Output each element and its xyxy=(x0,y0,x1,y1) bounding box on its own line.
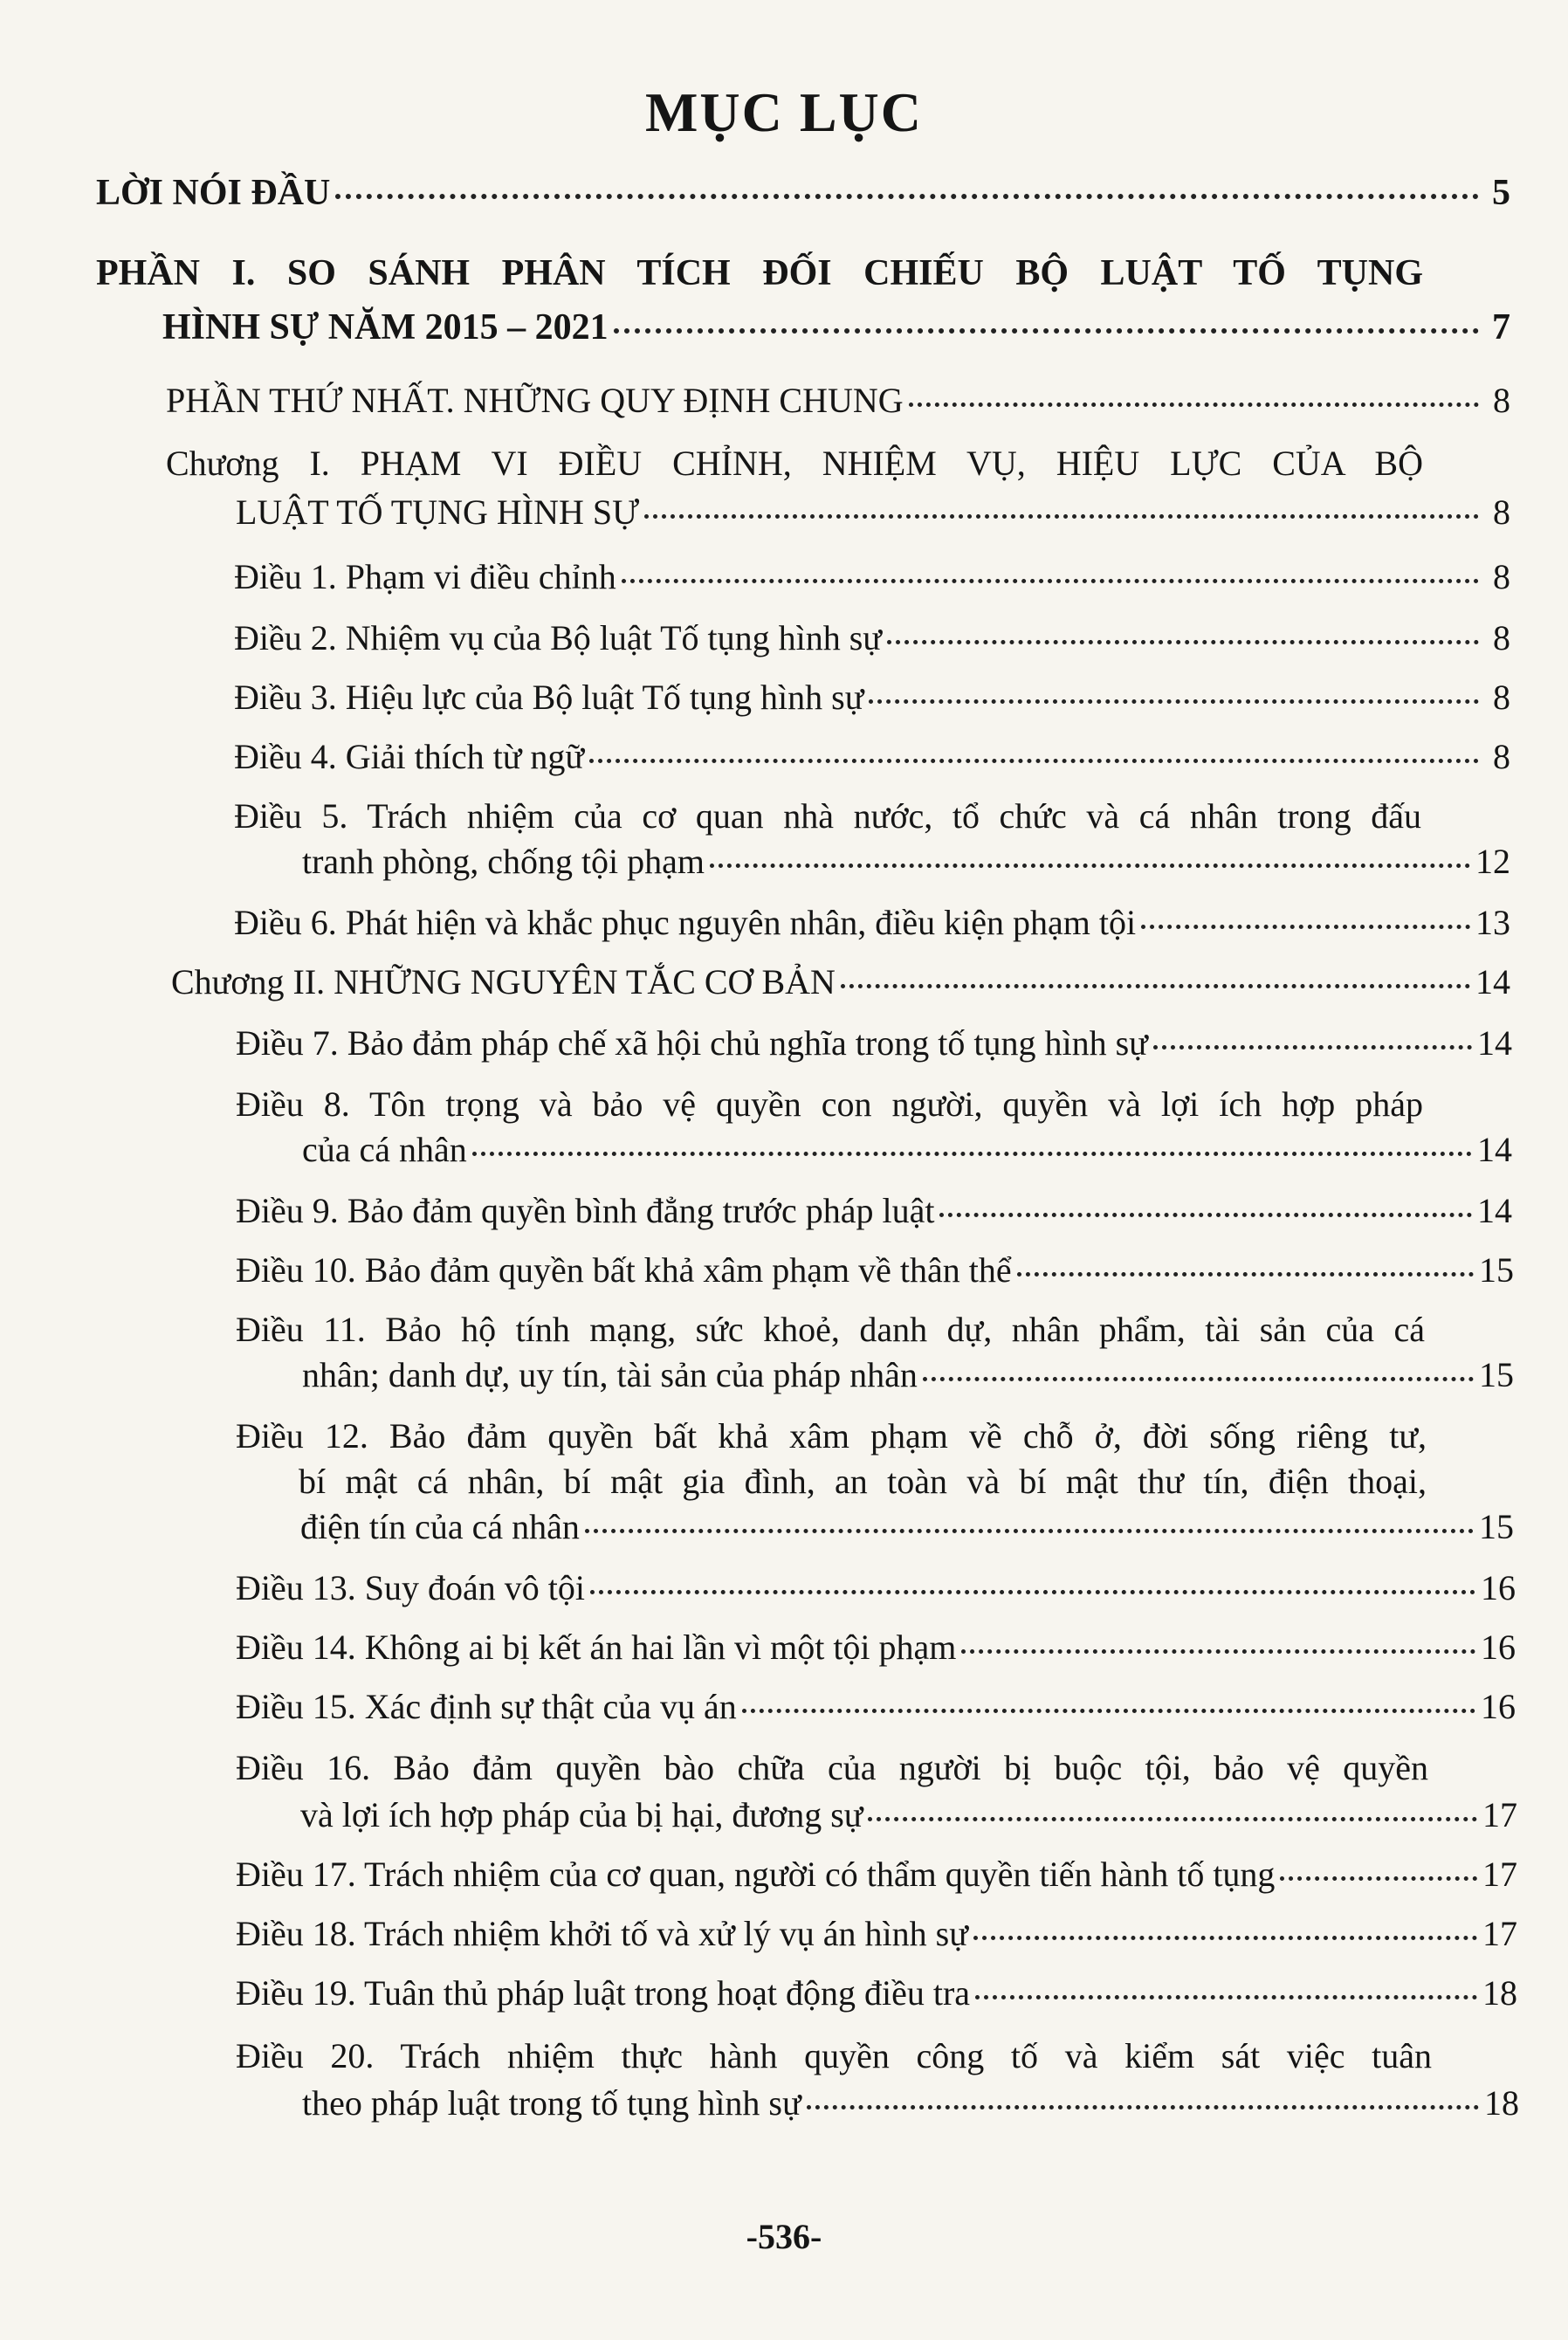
toc-entry-label: Điều 16. Bảo đảm quyền bào chữa của người bị buộc tội, bảo vệ quyền xyxy=(236,1748,1428,1787)
toc-entry-label: Điều 4. Giải thích từ ngữ xyxy=(234,737,585,776)
toc-entry-label: Chương I. PHẠM VI ĐIỀU CHỈNH, NHIỆM VỤ, HIỆU LỰC CỦA BỘ xyxy=(166,444,1423,483)
dot-leader xyxy=(869,699,1479,704)
toc-entry-page: 17 xyxy=(1482,1795,1517,1834)
toc-entry-dieu-3 xyxy=(234,676,1510,719)
dot-leader xyxy=(961,1649,1475,1654)
toc-entry-label: điện tín của cá nhân xyxy=(300,1507,580,1546)
toc-entry-label: và lợi ích hợp pháp của bị hại, đương sự xyxy=(300,1795,863,1834)
dot-leader xyxy=(909,403,1479,407)
toc-entry-dieu-12-cont2 xyxy=(300,1505,1514,1549)
toc-entry-label: Điều 15. Xác định sự thật của vụ án xyxy=(236,1687,737,1726)
dot-leader xyxy=(614,328,1479,334)
dot-leader xyxy=(742,1709,1475,1713)
toc-entry-dieu-13 xyxy=(236,1566,1516,1610)
toc-entry-dieu-12 xyxy=(236,1414,1427,1458)
toc-entry-label: Điều 1. Phạm vi điều chỉnh xyxy=(234,557,616,596)
dot-leader xyxy=(807,2105,1479,2109)
dot-leader xyxy=(1280,1876,1477,1881)
toc-entry-page: 12 xyxy=(1475,842,1510,881)
toc-entry-label: Điều 20. Trách nhiệm thực hành quyền công tố và kiểm sát việc tuân xyxy=(236,2036,1432,2075)
toc-entry-page: 15 xyxy=(1479,1507,1514,1546)
toc-entry-page: 8 xyxy=(1493,557,1510,596)
toc-entry-page: 18 xyxy=(1482,1973,1517,2013)
dot-leader xyxy=(589,759,1479,763)
toc-entry-label: Điều 7. Bảo đảm pháp chế xã hội chủ nghĩa trong tố tụng hình sự xyxy=(236,1023,1148,1063)
toc-entry-page: 17 xyxy=(1482,1914,1517,1953)
dot-leader xyxy=(868,1817,1477,1821)
dot-leader xyxy=(585,1529,1474,1533)
toc-entry-label: nhân; danh dự, uy tín, tài sản của pháp nhân xyxy=(302,1355,918,1394)
toc-entry-label: PHẦN THỨ NHẤT. NHỮNG QUY ĐỊNH CHUNG xyxy=(166,381,904,420)
dot-leader xyxy=(841,984,1470,988)
toc-entry-label: tranh phòng, chống tội phạm xyxy=(302,842,705,881)
toc-entry-page: 14 xyxy=(1475,962,1510,1001)
toc-entry-page: 17 xyxy=(1482,1855,1517,1894)
toc-entry-dieu-20 xyxy=(236,2034,1432,2078)
toc-entry-phan-thu-nhat xyxy=(166,379,1510,423)
page-title: MỤC LỤC xyxy=(645,81,923,143)
dot-leader xyxy=(335,194,1479,199)
toc-entry-page: 15 xyxy=(1479,1250,1514,1290)
toc-entry-page: 14 xyxy=(1477,1130,1512,1169)
toc-entry-label: Điều 10. Bảo đảm quyền bất khả xâm phạm về thân thể xyxy=(236,1250,1012,1290)
toc-entry-page: 15 xyxy=(1479,1355,1514,1394)
toc-entry-dieu-5-cont xyxy=(302,840,1510,884)
page-number: -536- xyxy=(746,2217,822,2256)
toc-entry-dieu-10 xyxy=(236,1249,1514,1292)
toc-entry-dieu-16-cont xyxy=(300,1793,1517,1837)
dot-leader xyxy=(590,1590,1475,1594)
toc-entry-label: Điều 19. Tuân thủ pháp luật trong hoạt động điều tra xyxy=(236,1973,971,2013)
toc-entry-dieu-20-cont xyxy=(302,2082,1519,2125)
toc-entry-page: 14 xyxy=(1477,1023,1512,1063)
toc-entry-label: Điều 13. Suy đoán vô tội xyxy=(236,1568,585,1607)
dot-leader xyxy=(975,1995,1477,1999)
toc-entry-dieu-2 xyxy=(234,616,1510,660)
toc-entry-page: 16 xyxy=(1481,1687,1516,1726)
toc-entry-dieu-4 xyxy=(234,735,1510,779)
toc-entry-page: 8 xyxy=(1493,618,1510,657)
toc-entry-phan-1 xyxy=(96,251,1423,295)
toc-entry-label: LỜI NÓI ĐẦU xyxy=(96,173,331,213)
toc-entry-dieu-14 xyxy=(236,1626,1516,1669)
toc-entry-page: 8 xyxy=(1493,678,1510,717)
toc-entry-dieu-17 xyxy=(236,1853,1517,1896)
toc-entry-chuong-1-cont xyxy=(236,491,1510,534)
toc-entry-page: 18 xyxy=(1484,2083,1519,2123)
toc-entry-label: Điều 6. Phát hiện và khắc phục nguyên nhân, điều kiện phạm tội xyxy=(234,903,1137,942)
toc-entry-page: 8 xyxy=(1493,492,1510,532)
toc-entry-label: PHẦN I. SO SÁNH PHÂN TÍCH ĐỐI CHIẾU BỘ LUẬT TỐ TỤNG xyxy=(96,253,1423,293)
toc-entry-label: HÌNH SỰ NĂM 2015 – 2021 xyxy=(162,307,609,348)
toc-entry-label: Điều 8. Tôn trọng và bảo vệ quyền con người, quyền và lợi ích hợp pháp xyxy=(236,1084,1423,1124)
toc-entry-label: Điều 3. Hiệu lực của Bộ luật Tố tụng hình sự xyxy=(234,678,864,717)
toc-entry-dieu-11 xyxy=(236,1308,1425,1352)
toc-entry-page: 7 xyxy=(1492,307,1510,348)
toc-entry-page: 8 xyxy=(1493,737,1510,776)
dot-leader xyxy=(887,640,1479,644)
toc-entry-label: Điều 11. Bảo hộ tính mạng, sức khoẻ, danh dự, nhân phẩm, tài sản của cá xyxy=(236,1310,1425,1349)
dot-leader xyxy=(1017,1272,1474,1277)
dot-leader xyxy=(710,864,1470,868)
toc-entry-phan-1-cont xyxy=(162,306,1510,349)
toc-entry-dieu-8-cont xyxy=(302,1128,1512,1172)
toc-entry-dieu-18 xyxy=(236,1912,1517,1956)
toc-entry-dieu-9 xyxy=(236,1189,1512,1233)
toc-entry-label: Điều 9. Bảo đảm quyền bình đẳng trước pháp luật xyxy=(236,1191,935,1230)
toc-entry-dieu-19 xyxy=(236,1972,1517,2015)
toc-entry-label: Chương II. NHỮNG NGUYÊN TẮC CƠ BẢN xyxy=(171,962,836,1001)
toc-entry-page: 5 xyxy=(1492,173,1510,213)
toc-entry-page: 14 xyxy=(1477,1191,1512,1230)
toc-entry-label: bí mật cá nhân, bí mật gia đình, an toàn và bí mật thư tín, điện thoại, xyxy=(299,1462,1427,1501)
toc-entry-page: 16 xyxy=(1481,1628,1516,1667)
toc-entry-label: của cá nhân xyxy=(302,1130,467,1169)
toc-entry-dieu-12-cont1 xyxy=(299,1460,1427,1504)
toc-entry-label: Điều 18. Trách nhiệm khởi tố và xử lý vụ án hình sự xyxy=(236,1914,968,1953)
toc-entry-dieu-6 xyxy=(234,901,1510,945)
toc-entry-dieu-11-cont xyxy=(302,1353,1514,1397)
toc-entry-chuong-2 xyxy=(171,960,1510,1004)
toc-entry-dieu-16 xyxy=(236,1746,1428,1790)
toc-entry-label: Điều 12. Bảo đảm quyền bất khả xâm phạm về chỗ ở, đời sống riêng tư, xyxy=(236,1416,1427,1456)
toc-entry-label: Điều 5. Trách nhiệm của cơ quan nhà nước, tổ chức và cá nhân trong đấu xyxy=(234,796,1421,836)
dot-leader xyxy=(1141,925,1470,929)
toc-entry-page: 8 xyxy=(1493,381,1510,420)
toc-entry-label: Điều 17. Trách nhiệm của cơ quan, người có thẩm quyền tiến hành tố tụng xyxy=(236,1855,1276,1894)
dot-leader xyxy=(1153,1045,1472,1050)
toc-entry-loi-noi-dau xyxy=(96,171,1510,215)
dot-leader xyxy=(472,1152,1472,1156)
toc-entry-dieu-8 xyxy=(236,1083,1423,1126)
toc-entry-label: Điều 2. Nhiệm vụ của Bộ luật Tố tụng hình sự xyxy=(234,618,882,657)
dot-leader xyxy=(923,1377,1474,1381)
toc-entry-dieu-5 xyxy=(234,795,1421,838)
toc-entry-dieu-1 xyxy=(234,555,1510,599)
dot-leader xyxy=(622,579,1479,583)
toc-entry-chuong-1 xyxy=(166,442,1423,485)
toc-entry-label: LUẬT TỐ TỤNG HÌNH SỰ xyxy=(236,492,640,532)
toc-entry-page: 16 xyxy=(1481,1568,1516,1607)
toc-entry-page: 13 xyxy=(1475,903,1510,942)
toc-entry-label: Điều 14. Không ai bị kết án hai lần vì một tội phạm xyxy=(236,1628,957,1667)
dot-leader xyxy=(939,1213,1472,1217)
dot-leader xyxy=(973,1936,1477,1940)
dot-leader xyxy=(644,514,1479,519)
toc-entry-dieu-15 xyxy=(236,1685,1516,1729)
toc-entry-dieu-7 xyxy=(236,1022,1512,1065)
toc-entry-label: theo pháp luật trong tố tụng hình sự xyxy=(302,2083,801,2123)
